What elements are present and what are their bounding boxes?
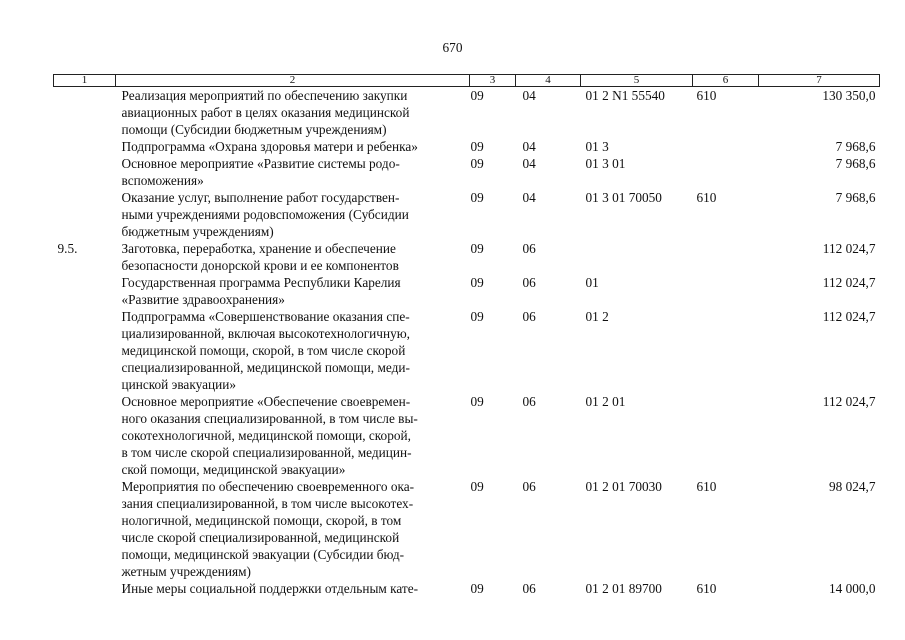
row-section-code: 09 xyxy=(470,275,484,290)
table-row xyxy=(54,478,880,580)
table-row xyxy=(54,580,880,597)
row-number xyxy=(54,138,116,155)
table-row xyxy=(54,308,880,393)
row-amount: 112 024,7 xyxy=(822,241,876,256)
row-amount: 7 968,6 xyxy=(835,190,876,205)
row-name xyxy=(116,138,470,155)
row-number xyxy=(54,308,116,393)
row-name-line: Иные меры социальной поддержки отдельным кате- xyxy=(121,581,419,596)
row-name xyxy=(116,240,470,274)
row-name-line: числе скорой специализированной, медицинской xyxy=(121,530,400,545)
row-target-article-code: 01 2 N1 55540 xyxy=(585,88,665,103)
row-name-line: нологичной, медицинской помощи, скорой, в том xyxy=(121,513,402,528)
row-name-line: зания специализированной, в том числе высокотех- xyxy=(121,496,414,511)
row-section-code: 09 xyxy=(470,156,484,171)
row-name-line: авиационных работ в целях оказания медицинской xyxy=(121,105,410,120)
row-expense-type-code xyxy=(693,308,759,393)
row-number xyxy=(54,580,116,597)
row-number xyxy=(54,155,116,189)
row-amount: 112 024,7 xyxy=(822,394,876,409)
row-name xyxy=(116,308,470,393)
row-subsection-code: 04 xyxy=(522,190,536,205)
row-expense-type-code xyxy=(693,155,759,189)
row-name xyxy=(116,580,470,597)
table-row xyxy=(54,240,880,274)
row-name-line: «Развитие здравоохранения» xyxy=(121,292,285,307)
row-target-article-code: 01 3 01 70050 xyxy=(585,190,662,205)
row-name-line: бюджетным учреждениям) xyxy=(121,224,274,239)
row-name xyxy=(116,478,470,580)
row-number xyxy=(54,274,116,308)
row-amount: 112 024,7 xyxy=(822,275,876,290)
header-col-7: 7 xyxy=(759,75,880,87)
page-number: 670 xyxy=(442,40,463,55)
row-subsection-code: 06 xyxy=(522,581,536,596)
row-name-line: Основное мероприятие «Обеспечение своевремен- xyxy=(121,394,411,409)
row-name xyxy=(116,189,470,240)
row-subsection-code: 04 xyxy=(522,156,536,171)
row-expense-type-code: 610 xyxy=(696,479,717,494)
row-section-code: 09 xyxy=(470,479,484,494)
row-subsection-code: 04 xyxy=(522,139,536,154)
row-name-line: Мероприятия по обеспечению своевременного ока- xyxy=(121,479,415,494)
header-col-4: 4 xyxy=(516,75,581,87)
row-name-line: циализированной, включая высокотехнологичную, xyxy=(121,326,411,341)
row-amount: 112 024,7 xyxy=(822,309,876,324)
header-col-5: 5 xyxy=(581,75,693,87)
header-col-6: 6 xyxy=(693,75,759,87)
row-name xyxy=(116,155,470,189)
row-name-line: Основное мероприятие «Развитие системы родо- xyxy=(121,156,400,171)
row-name-line: помощи, медицинской эвакуации (Субсидии бюд- xyxy=(121,547,405,562)
header-col-2: 2 xyxy=(116,75,470,87)
row-expense-type-code: 610 xyxy=(696,88,717,103)
row-subsection-code: 06 xyxy=(522,479,536,494)
table-row xyxy=(54,138,880,155)
row-name-line: в том числе скорой специализированной, медицин- xyxy=(121,445,412,460)
row-name xyxy=(116,87,470,139)
table-row xyxy=(54,155,880,189)
row-subsection-code: 06 xyxy=(522,275,536,290)
row-name-line: Государственная программа Республики Карелия xyxy=(121,275,401,290)
row-number xyxy=(54,87,116,139)
row-amount: 7 968,6 xyxy=(835,139,876,154)
row-expense-type-code xyxy=(693,393,759,478)
row-name xyxy=(116,274,470,308)
row-section-code: 09 xyxy=(470,581,484,596)
row-name-line: ными учреждениями родовспоможения (Субсидии xyxy=(121,207,409,222)
row-section-code: 09 xyxy=(470,241,484,256)
row-target-article-code: 01 3 xyxy=(585,139,609,154)
row-number xyxy=(54,393,116,478)
row-name-line: сокотехнологичной, медицинской помощи, скорой, xyxy=(121,428,411,443)
row-number xyxy=(54,189,116,240)
row-amount: 130 350,0 xyxy=(822,88,876,103)
row-subsection-code: 04 xyxy=(522,88,536,103)
row-name-line: Реализация мероприятий по обеспечению закупки xyxy=(121,88,408,103)
table-row xyxy=(54,87,880,139)
header-col-1: 1 xyxy=(54,75,116,87)
row-name-line: жетным учреждениям) xyxy=(121,564,251,579)
row-name-line: специализированной, медицинской помощи, меди- xyxy=(121,360,410,375)
row-number xyxy=(54,478,116,580)
row-name xyxy=(116,393,470,478)
header-col-3: 3 xyxy=(470,75,516,87)
table-row xyxy=(54,393,880,478)
row-target-article-code: 01 2 xyxy=(585,309,609,324)
row-name-line: медицинской помощи, скорой, в том числе скорой xyxy=(121,343,406,358)
row-number: 9.5. xyxy=(57,241,78,256)
row-amount: 14 000,0 xyxy=(828,581,876,596)
row-subsection-code: 06 xyxy=(522,394,536,409)
row-subsection-code: 06 xyxy=(522,241,536,256)
row-subsection-code: 06 xyxy=(522,309,536,324)
row-name-line: ного оказания специализированной, в том числе вы- xyxy=(121,411,418,426)
row-name-line: ской помощи, медицинской эвакуации» xyxy=(121,462,346,477)
row-name-line: помощи (Субсидии бюджетным учреждениям) xyxy=(121,122,387,137)
row-section-code: 09 xyxy=(470,139,484,154)
row-name-line: Подпрограмма «Совершенствование оказания спе- xyxy=(121,309,410,324)
row-target-article-code xyxy=(581,240,693,274)
row-name-line: Подпрограмма «Охрана здоровья матери и ребенка» xyxy=(121,139,418,154)
table-row xyxy=(54,189,880,240)
row-expense-type-code xyxy=(693,274,759,308)
table-row xyxy=(54,274,880,308)
row-name-line: цинской эвакуации» xyxy=(121,377,236,392)
row-amount: 7 968,6 xyxy=(835,156,876,171)
header-row xyxy=(54,75,880,87)
row-section-code: 09 xyxy=(470,88,484,103)
row-section-code: 09 xyxy=(470,394,484,409)
table-header xyxy=(54,75,880,87)
row-section-code: 09 xyxy=(470,309,484,324)
table-body xyxy=(54,87,880,598)
budget-table xyxy=(53,74,880,597)
row-target-article-code: 01 2 01 89700 xyxy=(585,581,662,596)
row-name-line: безопасности донорской крови и ее компонентов xyxy=(121,258,399,273)
row-target-article-code: 01 xyxy=(585,275,599,290)
row-amount: 98 024,7 xyxy=(828,479,876,494)
row-section-code: 09 xyxy=(470,190,484,205)
row-expense-type-code xyxy=(693,240,759,274)
row-name-line: Оказание услуг, выполнение работ государствен- xyxy=(121,190,400,205)
row-name-line: вспоможения» xyxy=(121,173,204,188)
row-target-article-code: 01 3 01 xyxy=(585,156,626,171)
row-expense-type-code: 610 xyxy=(696,581,717,596)
row-expense-type-code: 610 xyxy=(696,190,717,205)
row-target-article-code: 01 2 01 xyxy=(585,394,626,409)
row-expense-type-code xyxy=(693,138,759,155)
row-name-line: Заготовка, переработка, хранение и обеспечение xyxy=(121,241,396,256)
row-target-article-code: 01 2 01 70030 xyxy=(585,479,662,494)
